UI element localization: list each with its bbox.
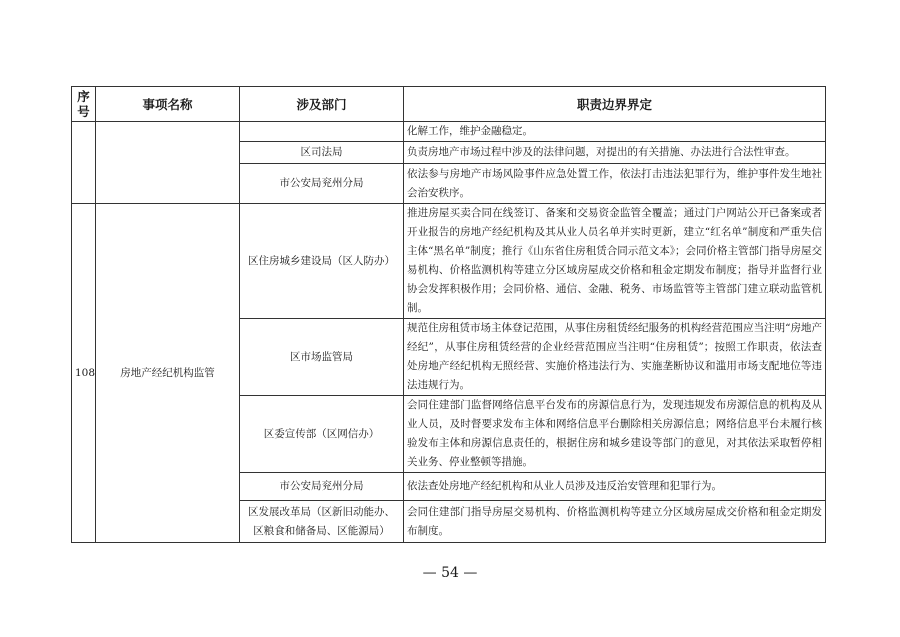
item-name-empty: [96, 122, 240, 204]
table-header-row: [72, 87, 826, 122]
department-cell: 市公安局兖州分局: [240, 473, 404, 501]
duty-cell: 推进房屋买卖合同在线签订、备案和交易资金监管全覆盖；通过门户网站公开已备案或者开业报告的房地产经纪机构及其从业人员名单并实时更新，建立“红名单”制度和严重失信主体“黑名单”制度；推行《山东省住房租赁合同示范文本》；会同价格主管部门指导房屋交易机构、价格监测机构等建立分区域房屋成交价格和租金定期发布制度；指导并监督行业协会发挥积极作用；会同价格、通信、金融、税务、市场监管等主管部门建立联动监管机制。: [404, 204, 826, 319]
header-item: 事项名称: [96, 87, 240, 122]
duty-cell: 会同住建部门指导房屋交易机构、价格监测机构等建立分区域房屋成交价格和租金定期发布制度。: [404, 501, 826, 543]
duty-cell: 规范住房租赁市场主体登记范围，从事住房租赁经纪服务的机构经营范围应当注明“房地产经纪”，从事住房租赁经营的企业经营范围应当注明“住房租赁”；按照工作职责，依法查处房地产经纪机构无照经营、实施价格违法行为、实施垄断协议和滥用市场支配地位等违法违规行为。: [404, 319, 826, 396]
duty-cell: 依法参与房地产市场风险事件应急处置工作，依法打击违法犯罪行为，维护事件发生地社会治安秩序。: [404, 164, 826, 204]
department-cell: 市公安局兖州分局: [240, 164, 404, 204]
duty-table: [71, 86, 826, 543]
department-cell: [240, 122, 404, 142]
header-dept: 涉及部门: [240, 87, 404, 122]
department-cell: 区发展改革局（区新旧动能办、区粮食和储备局、区能源局）: [240, 501, 404, 543]
department-cell: 区委宣传部（区网信办）: [240, 396, 404, 473]
table-row: [72, 204, 826, 319]
duty-cell: 会同住建部门监督网络信息平台发布的房源信息行为，发现违规发布房源信息的机构及从业人员，及时督要求发布主体和网络信息平台删除相关房源信息；网络信息平台未履行核验发布主体和房源信息责任的，根据住房和城乡建设等部门的意见，对其依法采取暂停相关业务、停业整顿等措施。: [404, 396, 826, 473]
header-no: 序号: [72, 87, 96, 122]
row-number-empty: [72, 122, 96, 204]
row-number: 108: [72, 204, 96, 543]
department-cell: 区司法局: [240, 142, 404, 164]
duty-cell: 依法查处房地产经纪机构和从业人员涉及违反治安管理和犯罪行为。: [404, 473, 826, 501]
duty-cell: 化解工作，维护金融稳定。: [404, 122, 826, 142]
page-number: — 54 —: [422, 565, 478, 581]
table-row: [72, 122, 826, 142]
header-duty: 职责边界界定: [404, 87, 826, 122]
department-cell: 区市场监管局: [240, 319, 404, 396]
duty-cell: 负责房地产市场过程中涉及的法律问题，对提出的有关措施、办法进行合法性审查。: [404, 142, 826, 164]
item-name: 房地产经纪机构监管: [96, 204, 240, 543]
department-cell: 区住房城乡建设局（区人防办）: [240, 204, 404, 319]
